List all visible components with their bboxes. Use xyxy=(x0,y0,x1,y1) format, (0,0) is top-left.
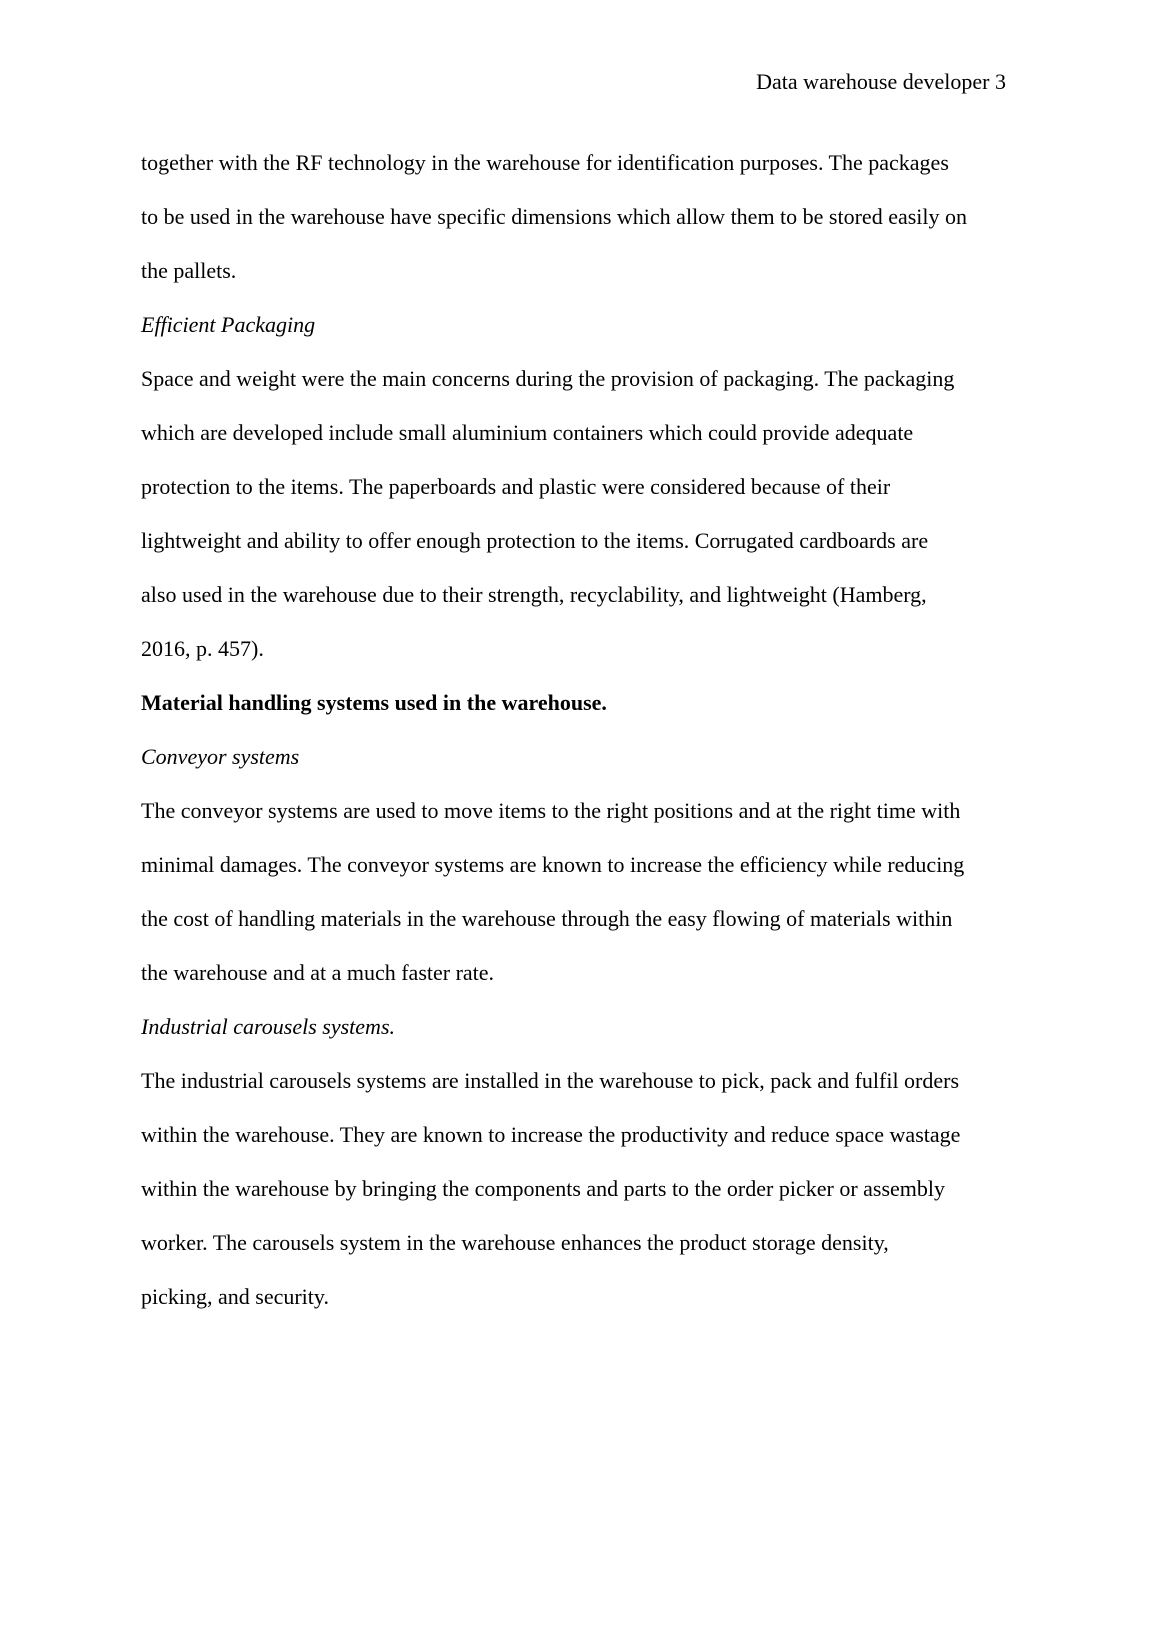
text-line: Space and weight were the main concerns during the provision of packaging. The packaging xyxy=(141,366,955,391)
text-line: lightweight and ability to offer enough protection to the items. Corrugated cardboards are xyxy=(141,528,929,553)
heading-material-handling: Material handling systems used in the warehouse. xyxy=(141,690,607,715)
text-line: minimal damages. The conveyor systems are known to increase the efficiency while reducing xyxy=(141,852,965,877)
text-line: which are developed include small aluminium containers which could provide adequate xyxy=(141,420,914,445)
paragraph-packaging xyxy=(141,352,1031,676)
text-line: the pallets. xyxy=(141,258,237,283)
paragraph-rf-technology xyxy=(141,136,1031,298)
text-line: The conveyor systems are used to move items to the right positions and at the right time with xyxy=(141,798,961,823)
text-line: to be used in the warehouse have specific dimensions which allow them to be stored easily on xyxy=(141,204,968,229)
text-line: together with the RF technology in the warehouse for identification purposes. The packages xyxy=(141,150,949,175)
text-line: also used in the warehouse due to their strength, recyclability, and lightweight (Hamberg, xyxy=(141,582,927,607)
text-line: The industrial carousels systems are installed in the warehouse to pick, pack and fulfil orders xyxy=(141,1068,960,1093)
text-line: worker. The carousels system in the warehouse enhances the product storage density, xyxy=(141,1230,889,1255)
text-line: 2016, p. 457). xyxy=(141,636,264,661)
text-line: protection to the items. The paperboards and plastic were considered because of their xyxy=(141,474,891,499)
heading-industrial-carousels: Industrial carousels systems. xyxy=(141,1014,396,1039)
heading-conveyor-systems: Conveyor systems xyxy=(141,744,300,769)
running-head: Data warehouse developer 3 xyxy=(756,69,1006,94)
paragraph-carousels xyxy=(141,1054,1031,1324)
text-line: the warehouse and at a much faster rate. xyxy=(141,960,495,985)
heading-efficient-packaging: Efficient Packaging xyxy=(141,312,316,337)
paragraph-conveyor xyxy=(141,784,1031,1000)
text-line: within the warehouse. They are known to increase the productivity and reduce space wastage xyxy=(141,1122,961,1147)
document-body xyxy=(141,136,1031,1324)
text-line: picking, and security. xyxy=(141,1284,329,1309)
text-line: within the warehouse by bringing the components and parts to the order picker or assembly xyxy=(141,1176,946,1201)
text-line: the cost of handling materials in the warehouse through the easy flowing of materials within xyxy=(141,906,953,931)
